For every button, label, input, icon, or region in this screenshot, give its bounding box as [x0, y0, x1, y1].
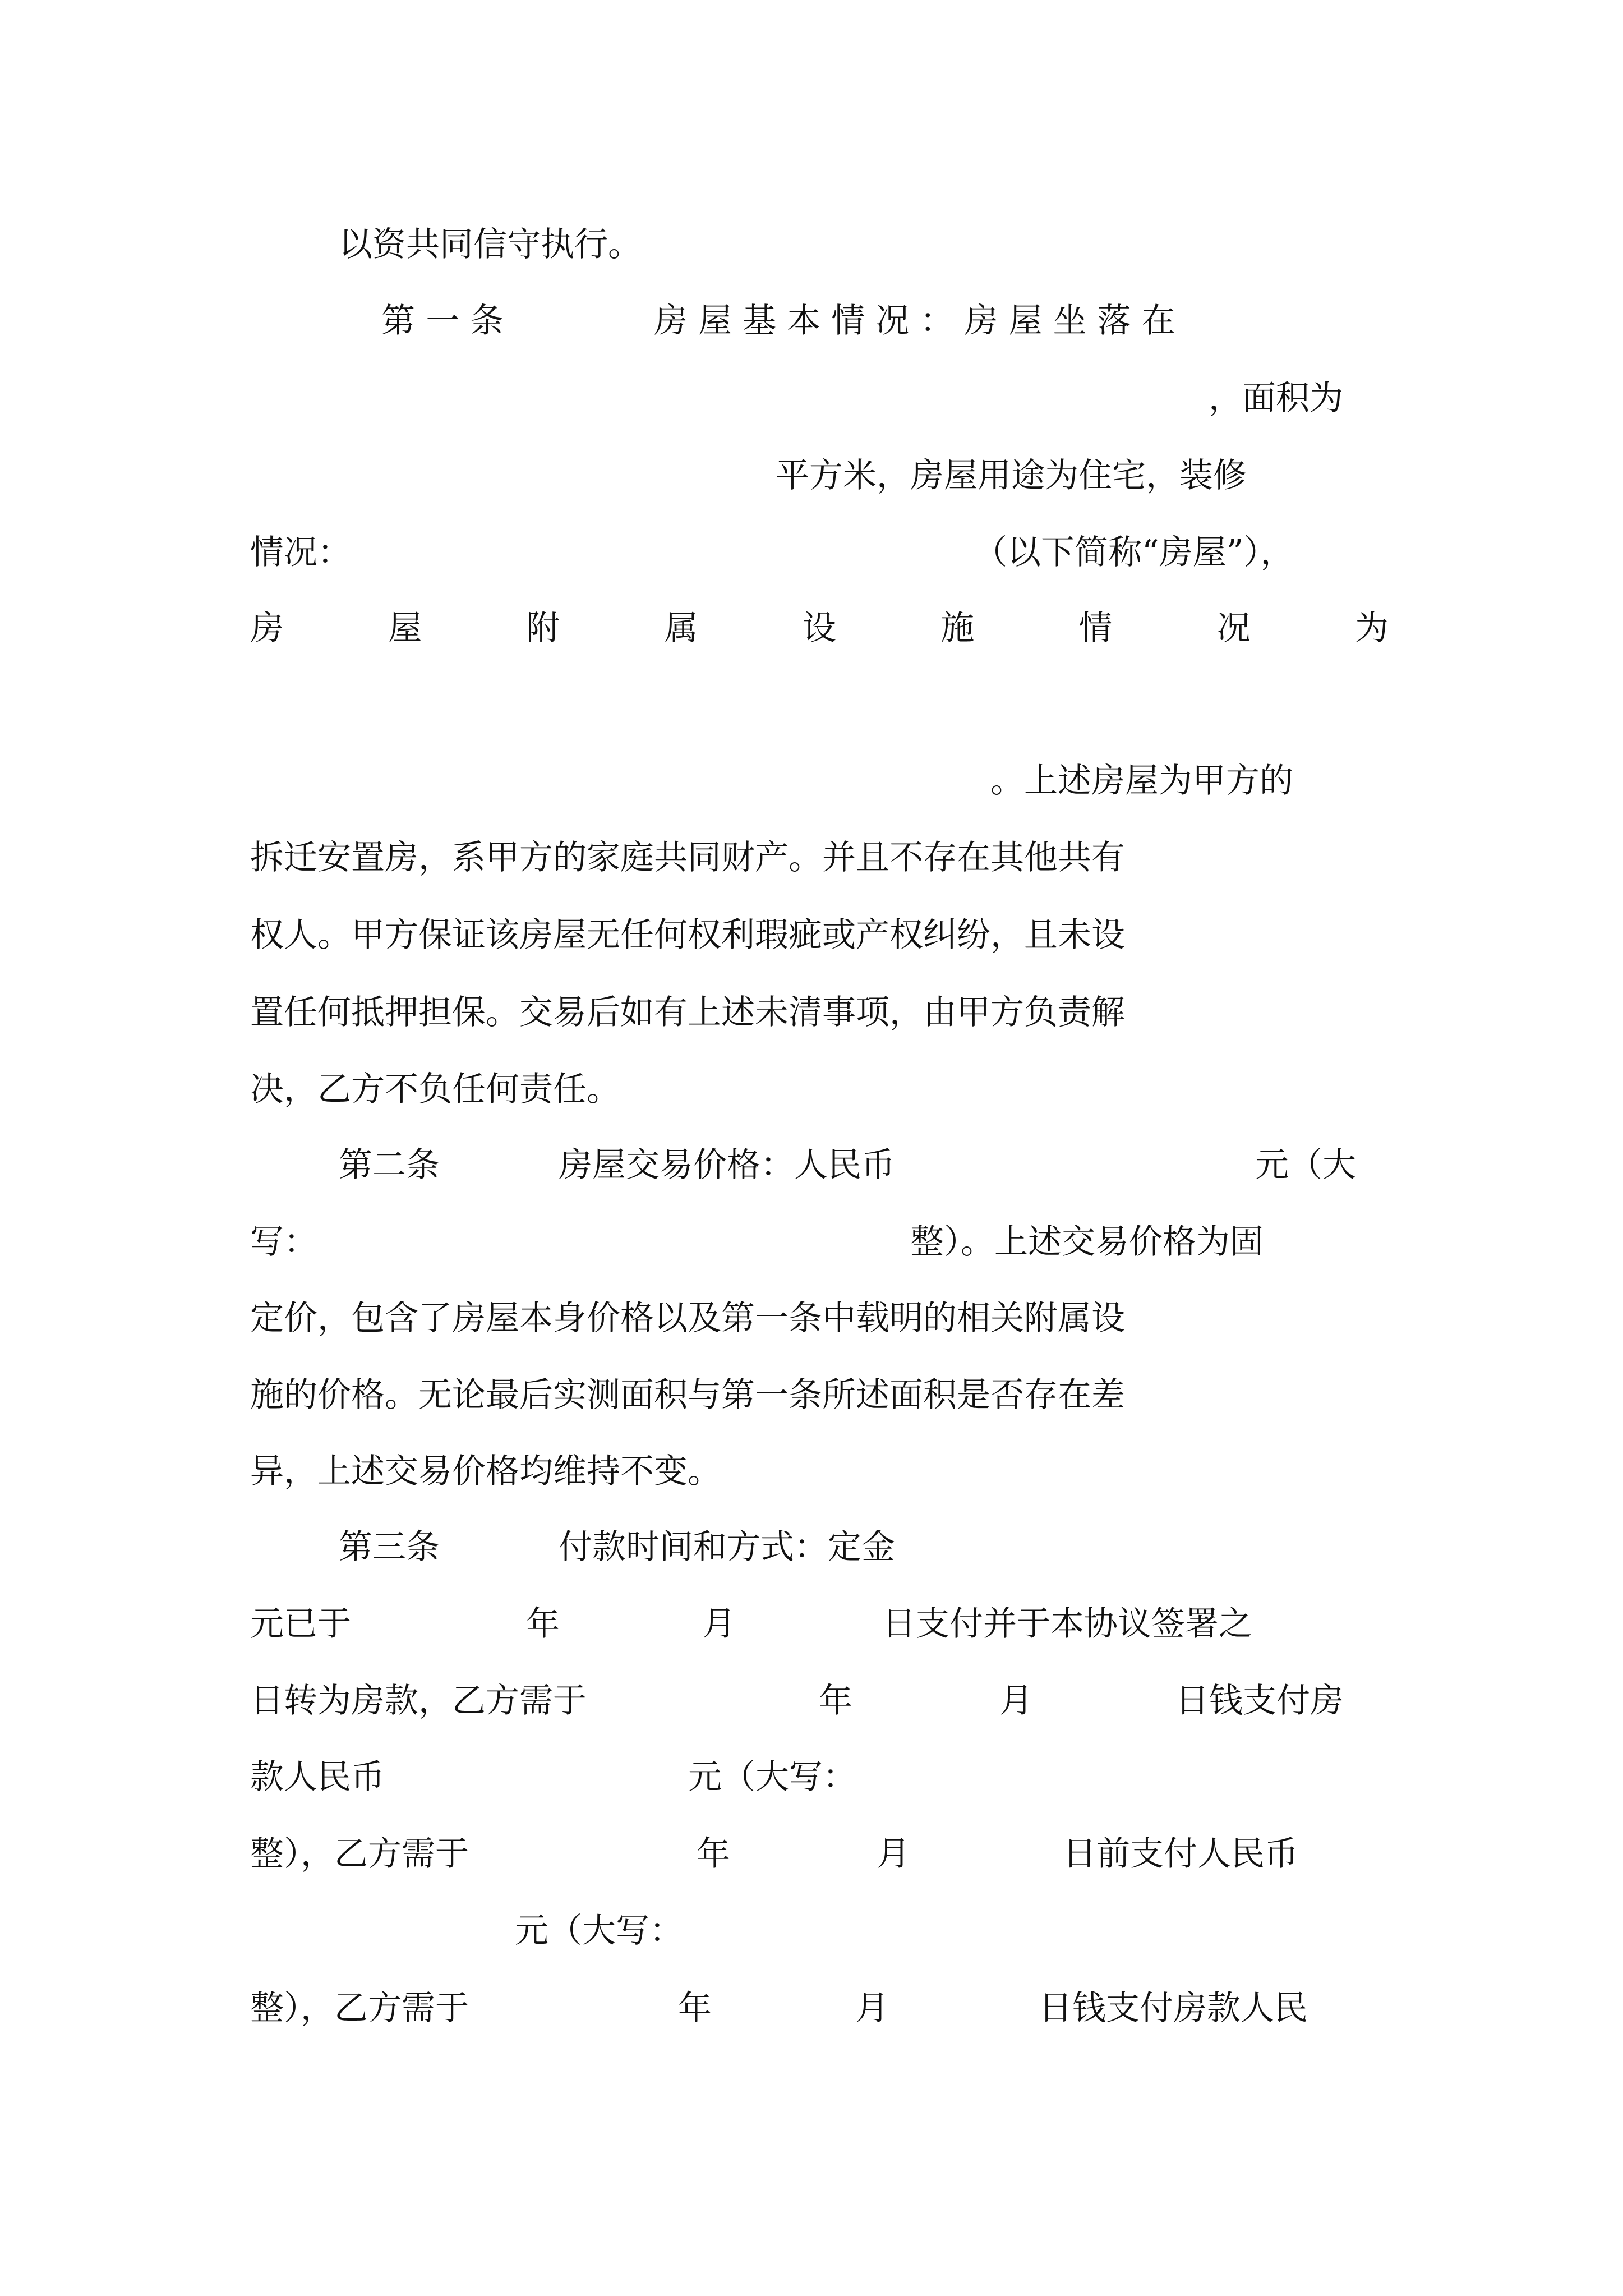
- text-line: 房 屋 基 本 情 况 ： 房 屋 坐 落 在: [654, 301, 1175, 341]
- text-line: 元已于: [250, 1604, 351, 1644]
- text-line: 写：: [250, 1222, 317, 1262]
- text-line: 元（大: [1255, 1145, 1356, 1185]
- text-line: 款人民币: [250, 1757, 385, 1797]
- text-char: 施: [940, 609, 975, 648]
- text-char: 附: [526, 609, 560, 648]
- text-char: 为: [1355, 609, 1389, 648]
- text-line: 日前支付人民币: [1063, 1834, 1298, 1874]
- text-line: 年: [526, 1604, 560, 1644]
- article-3-heading: 第三条: [339, 1527, 440, 1567]
- text-line: 施的价格。无论最后实测面积与第一条所述面积是否存在差: [250, 1375, 1125, 1415]
- text-line: 月: [999, 1681, 1033, 1720]
- text-char: 况: [1216, 609, 1251, 648]
- text-line: 年: [819, 1681, 852, 1720]
- text-line: ，面积为: [1209, 379, 1343, 418]
- text-line: 付款时间和方式：定金: [559, 1527, 895, 1567]
- text-char: 属: [664, 609, 698, 648]
- text-line: 平方米，房屋用途为住宅，装修: [776, 456, 1247, 495]
- text-line: 整），乙方需于: [250, 1834, 469, 1874]
- text-line: 以资共同信守执行。: [339, 225, 642, 264]
- article-1-heading: 第 一 条: [381, 301, 504, 341]
- text-line: 年: [697, 1834, 730, 1874]
- text-line: 月: [702, 1604, 736, 1644]
- text-line: 。上述房屋为甲方的: [990, 761, 1293, 800]
- text-line: 整），乙方需于: [250, 1989, 469, 2028]
- text-char: 房: [250, 609, 284, 648]
- text-line: 年: [678, 1989, 712, 2028]
- text-line: 月: [877, 1834, 910, 1874]
- text-line: 房屋交易价格：人民币: [559, 1145, 895, 1185]
- text-line: 情况：: [250, 533, 351, 572]
- text-line: 权人。甲方保证该房屋无任何权利瑕疵或产权纠纷，且未设: [250, 915, 1125, 955]
- text-line: 日钱支付房: [1175, 1681, 1344, 1720]
- text-char: 屋: [388, 609, 422, 648]
- text-line: 置任何抵押担保。交易后如有上述未清事项，由甲方负责解: [250, 993, 1125, 1032]
- text-line: 元（大写：: [515, 1911, 683, 1950]
- text-line: 拆迁安置房，系甲方的家庭共同财产。并且不存在其他共有: [250, 838, 1125, 877]
- text-line: 日支付并于本协议签署之: [882, 1604, 1252, 1644]
- text-line: 月: [855, 1989, 889, 2028]
- text-line: 日转为房款，乙方需于: [250, 1681, 587, 1720]
- text-char: 情: [1078, 609, 1113, 648]
- text-line: 整）。上述交易价格为固: [910, 1222, 1264, 1262]
- text-line: 定价，包含了房屋本身价格以及第一条中载明的相关附属设: [250, 1299, 1125, 1338]
- article-2-heading: 第二条: [339, 1145, 440, 1185]
- text-line: 日钱支付房款人民: [1039, 1989, 1308, 2028]
- text-line: 异，上述交易价格均维持不变。: [250, 1452, 721, 1491]
- text-line-justified: [250, 609, 1389, 648]
- text-line: 决，乙方不负任何责任。: [250, 1070, 620, 1109]
- text-char: 设: [803, 609, 836, 648]
- text-line: （以下简称“房屋”），: [974, 533, 1294, 572]
- text-line: 元（大写：: [688, 1757, 856, 1797]
